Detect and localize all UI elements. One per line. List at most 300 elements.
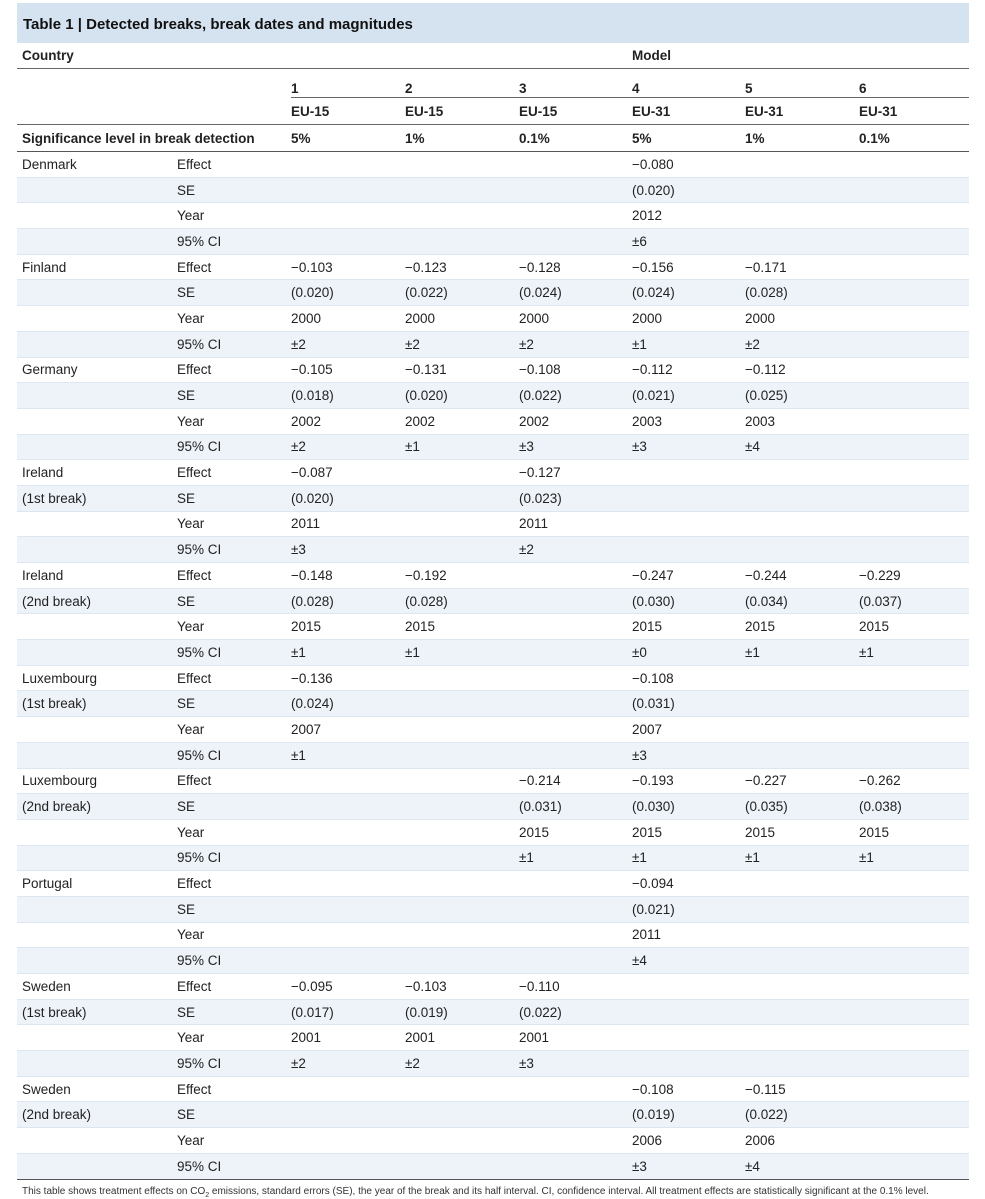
value-cell — [405, 768, 519, 794]
header-row-groups — [17, 98, 969, 125]
country-cell — [17, 922, 177, 948]
model-group: EU-31 — [859, 98, 969, 125]
value-cell — [859, 1102, 969, 1128]
value-cell: 2003 — [745, 408, 859, 434]
value-cell: −0.103 — [405, 974, 519, 1000]
country-cell: Luxembourg — [17, 665, 177, 691]
value-cell — [405, 871, 519, 897]
stat-label: SE — [177, 485, 291, 511]
value-cell — [405, 948, 519, 974]
value-cell — [745, 203, 859, 229]
stat-label: Effect — [177, 254, 291, 280]
stat-label: Effect — [177, 357, 291, 383]
table-row — [17, 1153, 969, 1179]
value-cell: −0.244 — [745, 563, 859, 589]
table-footnote — [17, 1180, 969, 1199]
stat-label: 95% CI — [177, 948, 291, 974]
table-row — [17, 434, 969, 460]
value-cell: −0.123 — [405, 254, 519, 280]
value-cell — [859, 434, 969, 460]
value-cell: −0.103 — [291, 254, 405, 280]
model-group: EU-15 — [405, 98, 519, 125]
value-cell — [859, 665, 969, 691]
value-cell: −0.108 — [632, 1076, 745, 1102]
value-cell: ±1 — [405, 434, 519, 460]
country-cell: (2nd break) — [17, 1102, 177, 1128]
value-cell — [745, 974, 859, 1000]
value-cell — [859, 511, 969, 537]
value-cell — [405, 203, 519, 229]
value-cell: ±1 — [859, 845, 969, 871]
model-group: EU-15 — [519, 98, 632, 125]
country-cell — [17, 845, 177, 871]
value-cell — [745, 1051, 859, 1077]
table-row — [17, 537, 969, 563]
value-cell: −0.128 — [519, 254, 632, 280]
value-cell — [405, 717, 519, 743]
value-cell: 2000 — [632, 306, 745, 332]
country-cell: (1st break) — [17, 485, 177, 511]
value-cell — [859, 1128, 969, 1154]
table-row — [17, 794, 969, 820]
value-cell — [519, 691, 632, 717]
stat-label: Year — [177, 717, 291, 743]
value-cell: ±2 — [405, 1051, 519, 1077]
header-row-model-numbers — [17, 69, 969, 98]
stat-label: Year — [177, 1025, 291, 1051]
table-row — [17, 742, 969, 768]
value-cell — [859, 254, 969, 280]
value-cell — [405, 511, 519, 537]
value-cell: (0.028) — [291, 588, 405, 614]
value-cell — [745, 665, 859, 691]
value-cell: (0.028) — [745, 280, 859, 306]
model-number: 4 — [632, 69, 745, 98]
table-row — [17, 665, 969, 691]
value-cell — [519, 742, 632, 768]
value-cell — [405, 1076, 519, 1102]
country-cell — [17, 819, 177, 845]
table-figure — [17, 3, 969, 1199]
stat-label: SE — [177, 691, 291, 717]
value-cell — [519, 229, 632, 255]
value-cell — [859, 485, 969, 511]
footnote-text-end: emissions, standard errors (SE), the year of the break and its half interval. CI, confidence interval. All treatment effects are statistically significant at the 0.1% level. — [209, 1185, 929, 1197]
value-cell: 2002 — [405, 408, 519, 434]
country-cell — [17, 1025, 177, 1051]
value-cell: −0.105 — [291, 357, 405, 383]
country-cell — [17, 1051, 177, 1077]
value-cell — [291, 768, 405, 794]
value-cell: (0.018) — [291, 383, 405, 409]
table-row — [17, 306, 969, 332]
value-cell: (0.022) — [745, 1102, 859, 1128]
table-title: Table 1 | Detected breaks, break dates and magnitudes — [17, 3, 969, 43]
country-cell: Portugal — [17, 871, 177, 897]
value-cell: −0.112 — [745, 357, 859, 383]
value-cell: (0.021) — [632, 896, 745, 922]
model-number: 2 — [405, 69, 519, 98]
country-cell — [17, 203, 177, 229]
country-cell — [17, 896, 177, 922]
table-row — [17, 331, 969, 357]
table-row — [17, 1025, 969, 1051]
table-row — [17, 614, 969, 640]
value-cell: (0.021) — [632, 383, 745, 409]
country-cell — [17, 434, 177, 460]
country-cell — [17, 383, 177, 409]
value-cell: (0.022) — [519, 383, 632, 409]
stat-label: SE — [177, 999, 291, 1025]
value-cell — [519, 588, 632, 614]
value-cell: (0.020) — [291, 280, 405, 306]
country-header: Country — [17, 43, 177, 69]
value-cell — [859, 408, 969, 434]
value-cell — [519, 871, 632, 897]
value-cell — [859, 1153, 969, 1179]
value-cell — [291, 229, 405, 255]
stat-label: Year — [177, 306, 291, 332]
value-cell: ±2 — [745, 331, 859, 357]
stat-label: Year — [177, 922, 291, 948]
value-cell: 2001 — [291, 1025, 405, 1051]
value-cell: ±6 — [632, 229, 745, 255]
value-cell: 2015 — [519, 819, 632, 845]
value-cell — [632, 485, 745, 511]
significance-level: 1% — [405, 125, 519, 152]
country-cell: (2nd break) — [17, 794, 177, 820]
value-cell — [859, 1025, 969, 1051]
country-cell: Luxembourg — [17, 768, 177, 794]
table-row — [17, 896, 969, 922]
value-cell: ±2 — [519, 537, 632, 563]
value-cell: 2002 — [519, 408, 632, 434]
country-cell — [17, 1153, 177, 1179]
table-row — [17, 229, 969, 255]
value-cell: 2015 — [859, 614, 969, 640]
value-cell — [859, 331, 969, 357]
value-cell: ±1 — [519, 845, 632, 871]
significance-level: 0.1% — [859, 125, 969, 152]
value-cell — [405, 742, 519, 768]
value-cell — [405, 460, 519, 486]
table-row — [17, 1051, 969, 1077]
stat-label: SE — [177, 896, 291, 922]
stat-label: SE — [177, 588, 291, 614]
value-cell — [745, 896, 859, 922]
value-cell: ±3 — [519, 434, 632, 460]
stat-label: SE — [177, 280, 291, 306]
breaks-table — [17, 43, 969, 1180]
table-row — [17, 203, 969, 229]
table-row — [17, 460, 969, 486]
value-cell: 2015 — [745, 819, 859, 845]
value-cell: −0.148 — [291, 563, 405, 589]
value-cell: ±4 — [632, 948, 745, 974]
value-cell — [859, 717, 969, 743]
table-row — [17, 999, 969, 1025]
value-cell — [519, 717, 632, 743]
value-cell: −0.094 — [632, 871, 745, 897]
value-cell — [405, 665, 519, 691]
value-cell — [405, 1128, 519, 1154]
value-cell: (0.017) — [291, 999, 405, 1025]
country-cell: Finland — [17, 254, 177, 280]
value-cell: ±1 — [859, 640, 969, 666]
value-cell — [632, 460, 745, 486]
value-cell: ±4 — [745, 1153, 859, 1179]
value-cell: −0.127 — [519, 460, 632, 486]
value-cell — [519, 1128, 632, 1154]
value-cell: (0.038) — [859, 794, 969, 820]
value-cell: −0.115 — [745, 1076, 859, 1102]
country-cell — [17, 408, 177, 434]
value-cell — [291, 203, 405, 229]
value-cell — [291, 1153, 405, 1179]
significance-level: 5% — [291, 125, 405, 152]
table-row — [17, 383, 969, 409]
table-row — [17, 1076, 969, 1102]
value-cell — [291, 1128, 405, 1154]
value-cell — [291, 871, 405, 897]
stat-label: Effect — [177, 768, 291, 794]
value-cell: (0.034) — [745, 588, 859, 614]
value-cell: 2011 — [519, 511, 632, 537]
value-cell — [859, 177, 969, 203]
value-cell: (0.019) — [632, 1102, 745, 1128]
stat-label: Effect — [177, 665, 291, 691]
value-cell: (0.019) — [405, 999, 519, 1025]
significance-level: 0.1% — [519, 125, 632, 152]
value-cell — [291, 152, 405, 178]
country-cell: Denmark — [17, 152, 177, 178]
value-cell — [291, 1102, 405, 1128]
header-row-country — [17, 43, 969, 69]
value-cell: (0.020) — [405, 383, 519, 409]
country-cell — [17, 177, 177, 203]
model-header: Model — [632, 43, 969, 69]
value-cell: −0.247 — [632, 563, 745, 589]
value-cell — [291, 177, 405, 203]
stat-label: Year — [177, 1128, 291, 1154]
value-cell: −0.192 — [405, 563, 519, 589]
stat-label: 95% CI — [177, 434, 291, 460]
table-row — [17, 819, 969, 845]
value-cell — [745, 485, 859, 511]
value-cell — [859, 896, 969, 922]
value-cell: −0.193 — [632, 768, 745, 794]
country-cell: (2nd break) — [17, 588, 177, 614]
value-cell — [405, 485, 519, 511]
country-cell: Germany — [17, 357, 177, 383]
value-cell: (0.030) — [632, 794, 745, 820]
model-number: 5 — [745, 69, 859, 98]
table-row — [17, 485, 969, 511]
value-cell — [745, 460, 859, 486]
value-cell: ±3 — [632, 1153, 745, 1179]
table-row — [17, 922, 969, 948]
significance-label: Significance level in break detection — [17, 125, 291, 152]
value-cell — [859, 203, 969, 229]
value-cell: (0.020) — [632, 177, 745, 203]
stat-label: Year — [177, 819, 291, 845]
value-cell: −0.131 — [405, 357, 519, 383]
country-cell: Sweden — [17, 1076, 177, 1102]
value-cell: 2015 — [405, 614, 519, 640]
country-cell — [17, 229, 177, 255]
stat-label: Year — [177, 511, 291, 537]
value-cell — [519, 563, 632, 589]
value-cell: 2000 — [519, 306, 632, 332]
value-cell — [405, 794, 519, 820]
value-cell — [405, 537, 519, 563]
value-cell: −0.229 — [859, 563, 969, 589]
value-cell — [405, 229, 519, 255]
model-number: 1 — [291, 69, 405, 98]
value-cell — [405, 845, 519, 871]
table-row — [17, 1128, 969, 1154]
country-cell: Sweden — [17, 974, 177, 1000]
country-cell — [17, 280, 177, 306]
value-cell: 2001 — [519, 1025, 632, 1051]
value-cell: 2000 — [405, 306, 519, 332]
value-cell: (0.037) — [859, 588, 969, 614]
value-cell: 2001 — [405, 1025, 519, 1051]
value-cell — [859, 1076, 969, 1102]
value-cell: −0.156 — [632, 254, 745, 280]
value-cell: (0.035) — [745, 794, 859, 820]
value-cell: ±1 — [405, 640, 519, 666]
model-number: 6 — [859, 69, 969, 98]
stat-label: Year — [177, 614, 291, 640]
stat-label: Effect — [177, 871, 291, 897]
significance-level: 1% — [745, 125, 859, 152]
value-cell: ±2 — [291, 434, 405, 460]
table-row — [17, 691, 969, 717]
value-cell — [519, 896, 632, 922]
country-cell — [17, 306, 177, 332]
country-cell — [17, 537, 177, 563]
value-cell: 2015 — [859, 819, 969, 845]
stat-label: SE — [177, 794, 291, 820]
value-cell: (0.028) — [405, 588, 519, 614]
value-cell — [632, 999, 745, 1025]
value-cell — [291, 845, 405, 871]
table-row — [17, 357, 969, 383]
value-cell — [405, 691, 519, 717]
value-cell: 2007 — [291, 717, 405, 743]
value-cell: 2007 — [632, 717, 745, 743]
table-row — [17, 511, 969, 537]
table-row — [17, 408, 969, 434]
stat-label: SE — [177, 383, 291, 409]
value-cell: −0.136 — [291, 665, 405, 691]
country-cell — [17, 614, 177, 640]
stat-label: Year — [177, 408, 291, 434]
value-cell: −0.087 — [291, 460, 405, 486]
value-cell: 2003 — [632, 408, 745, 434]
header-row-significance — [17, 125, 969, 152]
value-cell: ±2 — [405, 331, 519, 357]
table-row — [17, 563, 969, 589]
stat-label: 95% CI — [177, 640, 291, 666]
model-group: EU-31 — [745, 98, 859, 125]
value-cell — [745, 742, 859, 768]
value-cell — [519, 614, 632, 640]
table-row — [17, 1102, 969, 1128]
value-cell — [859, 152, 969, 178]
value-cell: ±1 — [632, 845, 745, 871]
table-row — [17, 280, 969, 306]
table-row — [17, 948, 969, 974]
table-row — [17, 845, 969, 871]
country-cell — [17, 1128, 177, 1154]
table-row — [17, 717, 969, 743]
value-cell: 2015 — [632, 819, 745, 845]
value-cell: −0.112 — [632, 357, 745, 383]
value-cell: (0.020) — [291, 485, 405, 511]
value-cell — [519, 1102, 632, 1128]
value-cell — [632, 974, 745, 1000]
value-cell — [859, 229, 969, 255]
value-cell — [859, 974, 969, 1000]
value-cell — [859, 999, 969, 1025]
table-row — [17, 974, 969, 1000]
value-cell — [859, 460, 969, 486]
value-cell: ±3 — [291, 537, 405, 563]
table-row — [17, 588, 969, 614]
value-cell: 2000 — [291, 306, 405, 332]
value-cell — [632, 1025, 745, 1051]
value-cell: (0.031) — [632, 691, 745, 717]
value-cell — [745, 229, 859, 255]
country-cell: (1st break) — [17, 999, 177, 1025]
stat-label: SE — [177, 177, 291, 203]
value-cell — [519, 1153, 632, 1179]
value-cell — [519, 665, 632, 691]
value-cell — [519, 1076, 632, 1102]
significance-level: 5% — [632, 125, 745, 152]
value-cell: (0.022) — [519, 999, 632, 1025]
value-cell: 2015 — [632, 614, 745, 640]
value-cell: ±3 — [632, 434, 745, 460]
value-cell — [519, 152, 632, 178]
value-cell — [291, 794, 405, 820]
value-cell — [745, 717, 859, 743]
value-cell — [519, 922, 632, 948]
value-cell — [405, 819, 519, 845]
country-cell — [17, 511, 177, 537]
value-cell — [859, 948, 969, 974]
value-cell: (0.030) — [632, 588, 745, 614]
value-cell — [519, 948, 632, 974]
value-cell — [405, 896, 519, 922]
value-cell — [519, 640, 632, 666]
value-cell — [291, 819, 405, 845]
value-cell — [859, 1051, 969, 1077]
country-cell — [17, 948, 177, 974]
value-cell: 2011 — [291, 511, 405, 537]
value-cell — [745, 999, 859, 1025]
footnote-text-start: This table shows treatment effects on CO — [22, 1185, 206, 1197]
value-cell: −0.171 — [745, 254, 859, 280]
value-cell: −0.080 — [632, 152, 745, 178]
table-row — [17, 768, 969, 794]
country-cell: Ireland — [17, 460, 177, 486]
value-cell — [405, 177, 519, 203]
value-cell: (0.022) — [405, 280, 519, 306]
stat-label: Effect — [177, 460, 291, 486]
